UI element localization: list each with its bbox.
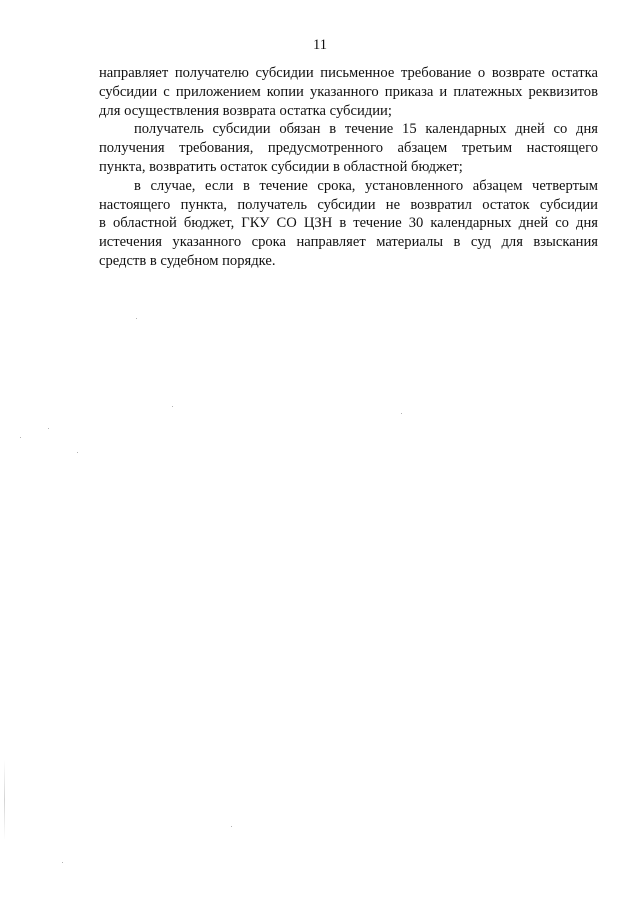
text-line: настоящего пункта, получатель субсидии не возвратил остаток субсидии <box>99 196 598 213</box>
text-line: субсидии с приложением копии указанного приказа и платежных реквизитов <box>99 83 598 100</box>
scan-edge-line <box>4 760 5 840</box>
text-line: пункта, возвратить остаток субсидии в областной бюджет; <box>99 158 463 175</box>
text-line: получения требования, предусмотренного абзацем третьим настоящего <box>99 140 598 157</box>
text-line: истечения указанного срока направляет материалы в суд для взыскания <box>99 234 598 251</box>
scan-speck <box>231 826 232 827</box>
scan-speck <box>62 862 63 863</box>
scan-speck <box>401 413 402 414</box>
scan-speck <box>77 452 78 453</box>
text-line: получатель субсидии обязан в течение 15 календарных дней со дня <box>134 121 598 138</box>
scan-speck <box>20 437 21 438</box>
text-line: средств в судебном порядке. <box>99 252 276 269</box>
paragraph-return-demand <box>99 64 598 120</box>
page-number: 11 <box>313 37 327 53</box>
scan-speck <box>136 318 137 319</box>
paragraph-recipient-obligation <box>99 120 598 176</box>
text-line: направляет получателю субсидии письменное требование о возврате остатка <box>99 65 598 81</box>
text-line: в областной бюджет, ГКУ СО ЦЗН в течение 30 календарных дней со дня <box>99 215 598 232</box>
text-line: для осуществления возврата остатка субсидии; <box>99 102 392 119</box>
text-line: в случае, если в течение срока, установленного абзацем четвертым <box>134 177 598 194</box>
body-text <box>99 64 598 271</box>
scan-speck <box>48 428 49 429</box>
scan-speck <box>172 406 173 407</box>
paragraph-court-recovery <box>99 177 598 271</box>
